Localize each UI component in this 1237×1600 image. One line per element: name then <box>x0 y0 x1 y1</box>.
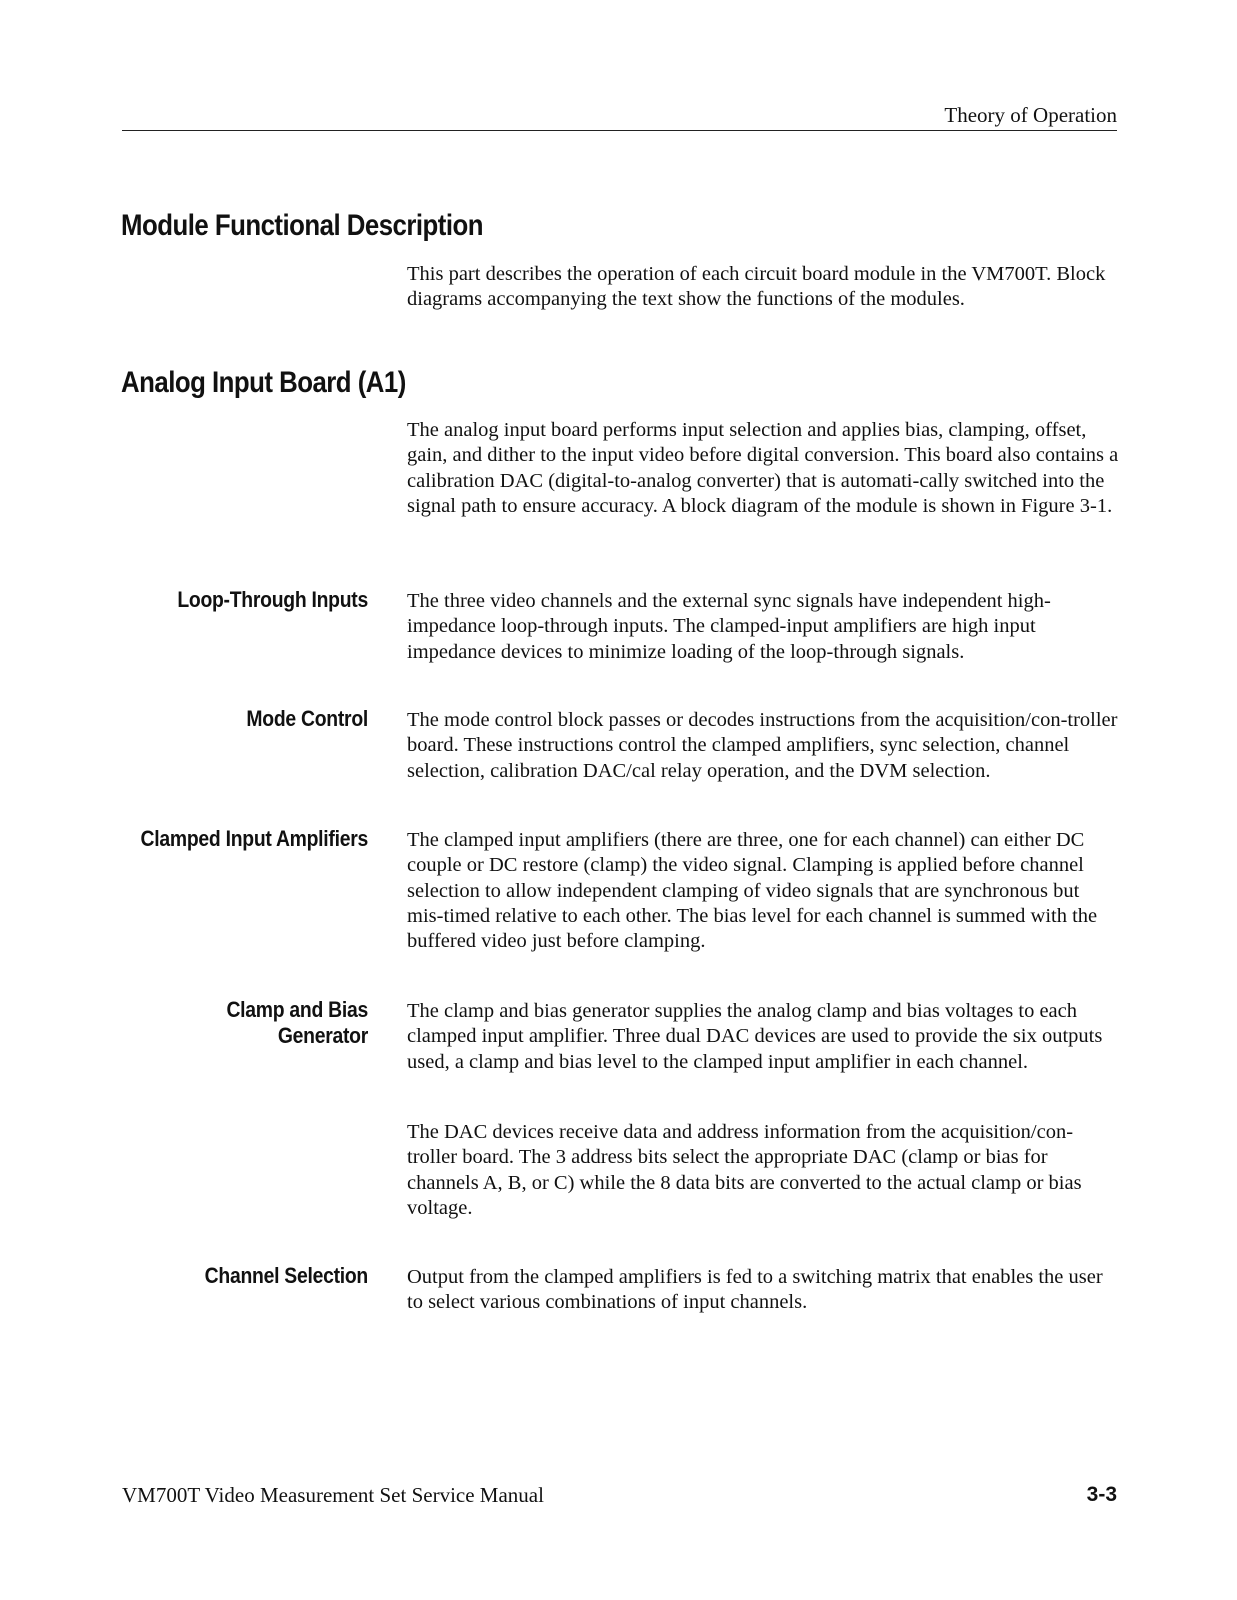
footer-manual-title: VM700T Video Measurement Set Service Manual <box>122 1483 544 1507</box>
subheading-clamped-input-amplifiers: Clamped Input Amplifiers <box>140 826 368 851</box>
subheading-mode-control: Mode Control <box>246 706 368 731</box>
clamp-and-bias-paragraph-2: The DAC devices receive data and address information from the acquisition/con-troller board. The 3 address bits select the appropriate DAC (clamp or bias for channels A, B, or C) while the 8 data bits are converted to the actual clamp or bias voltage. <box>407 1121 1082 1219</box>
section-title-analog-input-board: Analog Input Board (A1) <box>121 366 406 399</box>
clamp-and-bias-paragraph-1: The clamp and bias generator supplies the analog clamp and bias voltages to each clamped input amplifier. Three dual DAC devices are used to provide the six outputs used, a clamp and bias level to the clamped input amplifier in each channel. <box>407 1000 1103 1073</box>
channel-selection-paragraph: Output from the clamped amplifiers is fed to a switching matrix that enables the user to select various combinations of input channels. <box>407 1266 1103 1314</box>
analog-input-board-paragraph: The analog input board performs input selection and applies bias, clamping, offset, gain, and dither to the input video before digital conversion. This board also contains a calibration DAC (digital-to-analog converter) that is automati-cally switched into the signal path to ensure accuracy. A block diagram of the module is shown in Figure 3-1. <box>407 419 1119 517</box>
page-number: 3-3 <box>1086 1483 1117 1506</box>
subheading-clamp-and-bias-generator: Clamp and Bias Generator <box>226 997 368 1048</box>
running-header: Theory of Operation <box>122 104 1117 131</box>
mode-control-paragraph: The mode control block passes or decodes instructions from the acquisition/con-troller board. These instructions control the clamped amplifiers, sync selection, channel selection, calibration DAC/cal relay operation, and the DVM selection. <box>407 709 1118 782</box>
subheading-channel-selection: Channel Selection <box>204 1263 368 1288</box>
subheading-loop-through-inputs: Loop-Through Inputs <box>177 587 368 612</box>
loop-through-inputs-paragraph: The three video channels and the external sync signals have independent high-impedance loop-through inputs. The clamped-input amplifiers are high input impedance devices to minimize loading of the loop-through signals. <box>407 590 1051 663</box>
module-description-paragraph: This part describes the operation of each circuit board module in the VM700T. Block diagrams accompanying the text show the functions of the modules. <box>407 263 1106 311</box>
clamped-input-amplifiers-paragraph: The clamped input amplifiers (there are three, one for each channel) can either DC couple or DC restore (clamp) the video signal. Clamping is applied before channel selection to allow independent clamping of video signals that are synchronous but mis-timed relative to each other. The bias level for each channel is summed with the buffered video just before clamping. <box>407 829 1098 953</box>
section-title-module-functional-description: Module Functional Description <box>121 209 484 242</box>
